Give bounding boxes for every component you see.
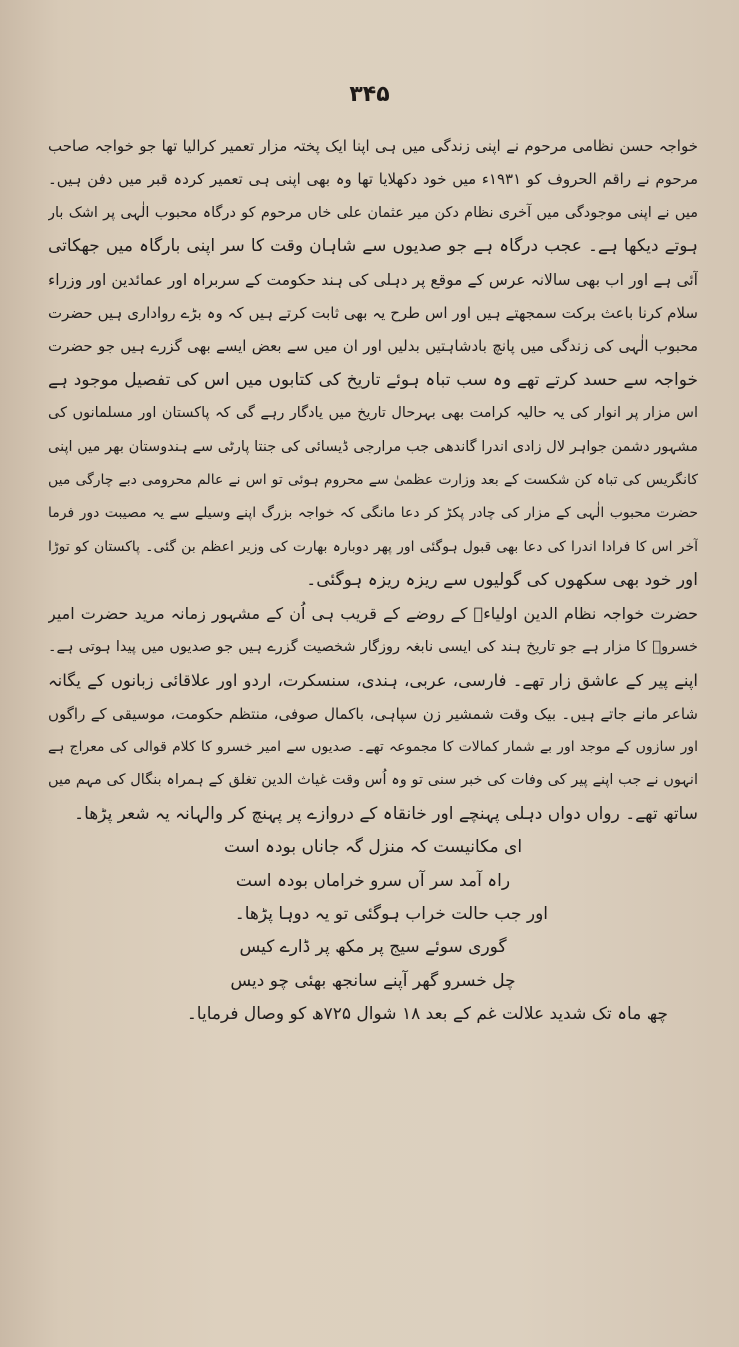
- hindi-verse-line: گوری سوئے سیج پر مکھ پر ڈارے کیس: [239, 937, 507, 958]
- text-line: حضرت محبوب الٰہی کے مزار کی چادر پکڑ کر دعا مانگی کہ خواجہ بزرگ اپنے وسیلے سے یہ مصیبت دور فرما: [48, 505, 698, 522]
- body-text: [48, 130, 698, 1032]
- text-line: آئی ہے اور اب بھی سالانہ عرس کے موقع پر دہلی کی ہند حکومت کے سربراہ اور عمائدین اور وزراء: [48, 270, 698, 289]
- text-line: خواجہ حسن نظامی مرحوم نے اپنی زندگی میں ہی اپنا ایک پختہ مزار تعمیر کرالیا تھا جو خواجہ صاحب: [48, 137, 698, 155]
- text-line: ساتھ تھے۔ رواں دواں دہلی پہنچے اور خانقاہ کے دروازے پر پہنچ کر والہانہ یہ شعر پڑھا۔: [74, 803, 698, 824]
- text-line: حضرت خواجہ نظام الدین اولیاءؒ کے روضے کے قریب ہی اُن کے مشہور زمانہ مرید حضرت امیر: [48, 604, 698, 624]
- persian-verse-line: ای مکانیست کہ منزل گہ جاناں بودہ است: [223, 837, 523, 858]
- text-line: مرحوم نے راقم الحروف کو ۱۹۳۱ء میں خود دکھلایا تھا وہ بھی اپنی ہی تعمیر کردہ قبر میں دفن ہیں۔: [48, 170, 698, 189]
- text-line: محبوب الٰہی کی زندگی میں پانچ بادشاہتیں بدلیں اور ان میں سے بعض ایسے بھی گزرے ہیں جو حضرت: [48, 337, 698, 356]
- text-line: اور جب حالت خراب ہوگئی تو یہ دوہا پڑھا۔: [234, 903, 548, 924]
- text-line: شاعر مانے جاتے ہیں۔ بیک وقت شمشیر زن سپاہی، باکمال صوفی، منتظم حکومت، موسیقی کے راگوں: [48, 704, 698, 723]
- text-line: ہوتے دیکھا ہے۔ عجب درگاہ ہے جو صدیوں سے شاہان وقت کا سر اپنی بارگاہ میں جھکاتی: [48, 236, 698, 257]
- text-line: مشہور دشمن جواہر لال زادی اندرا گاندھی جب مرارجی ڈیسائی کی جنتا پارٹی سے ہندوستان بھر میں اپنی: [48, 438, 698, 455]
- text-line: کانگریس کی تباہ کن شکست کے بعد وزارت عظمیٰ سے محروم ہوئی تو اس نے عالم محرومی دبے چارگی میں: [48, 471, 698, 488]
- text-line: میں نے اپنی موجودگی میں آخری نظام دکن میر عثمان علی خاں مرحوم کو درگاہ محبوب الٰہی پر اشک بار: [48, 204, 698, 221]
- page-number: ۳۴۵: [349, 82, 390, 107]
- text-line: انہوں نے جب اپنے پیر کی وفات کی خبر سنی تو وہ اُس وقت غیاث الدین تغلق کے ہمراہ بنگال کی مہم میں: [48, 772, 698, 789]
- text-line: خواجہ سے حسد کرتے تھے وہ سب تباہ ہوئے تاریخ کی کتابوں میں اس کی تفصیل موجود ہے: [48, 369, 698, 390]
- text-line: خسروؒ کا مزار ہے جو تاریخ ہند کی ایسی نابغہ روزگار شخصیت گزرے ہیں جو صدیوں میں پیدا ہوتی ہے۔: [48, 638, 698, 655]
- text-line: اس مزار پر انوار کی یہ حالیہ کرامت بھی بہرحال تاریخ میں یادگار رہے گی کہ پاکستان اور مسلمانوں کی: [48, 405, 698, 422]
- persian-verse-line: راہ آمد سر آں سرو خراماں بودہ است: [235, 870, 511, 891]
- hindi-verse-line: چل خسرو گھر آپنے سانجھ بھئی چو دیس: [230, 970, 516, 991]
- text-line: اور سازوں کے موجد اور بے شمار کمالات کا مجموعہ تھے۔ صدیوں سے امیر خسرو کا کلام قوالی کی معراج ہے: [48, 739, 698, 756]
- text-line: چھ ماہ تک شدید علالت غم کے بعد ۱۸ شوال ۷۲۵ھ کو وصال فرمایا۔: [186, 1004, 668, 1025]
- text-line: سلام کرنا باعث برکت سمجھتے ہیں اور اس طرح یہ بھی ثابت کرتے ہیں کہ وہ بڑے رواداری ہیں حضرت: [48, 303, 698, 322]
- text-line: اپنے پیر کے عاشق زار تھے۔ فارسی، عربی، ہندی، سنسکرت، اردو اور علاقائی زبانوں کے یگانہ: [48, 671, 698, 691]
- text-line: اور خود بھی سکھوں کی گولیوں سے ریزہ ریزہ ہوگئی۔: [306, 570, 698, 591]
- text-line: آخر اس کا فرادا اندرا کی دعا بھی قبول ہوگئی اور پھر دوبارہ بھارت کی وزیر اعظم بن گئی۔ پاکستان کو توڑا: [48, 538, 698, 555]
